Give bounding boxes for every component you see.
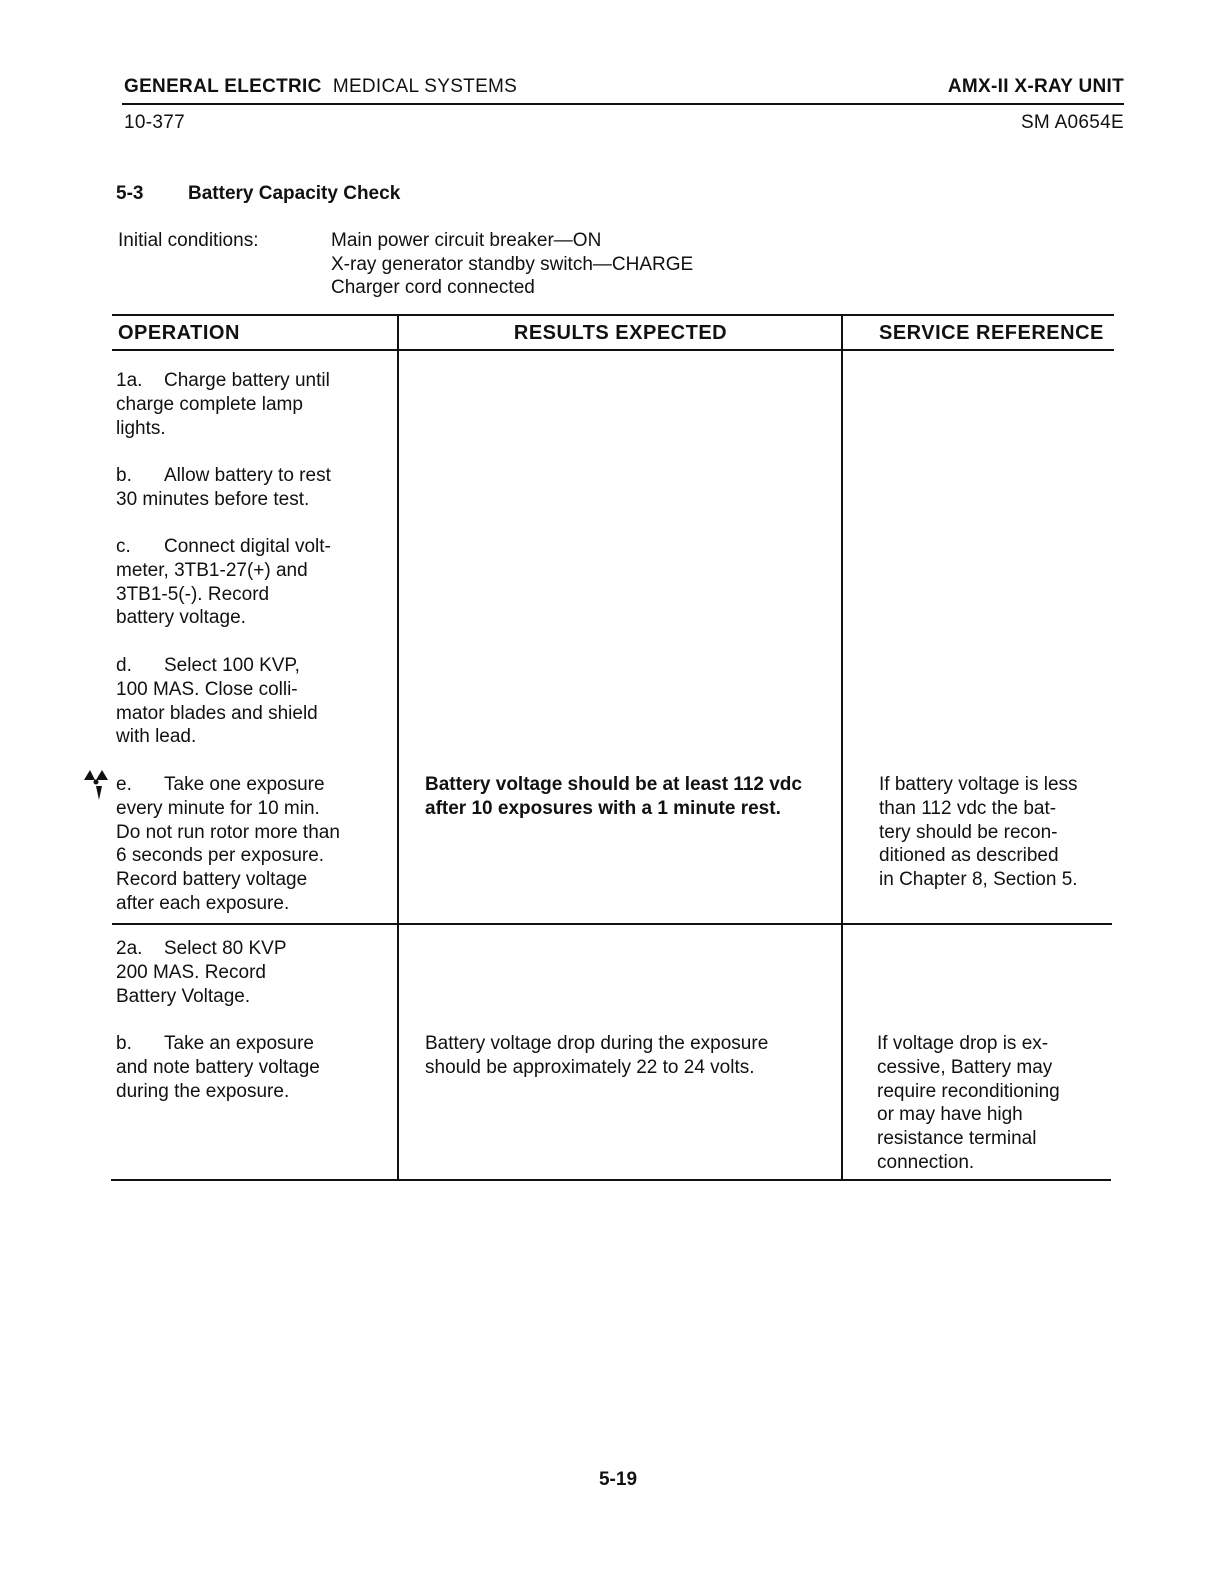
step-label: b. xyxy=(116,465,132,486)
initial-conditions-label: Initial conditions: xyxy=(118,230,259,251)
step-text: Take an exposure and note battery voltage during the exposure. xyxy=(116,1033,320,1102)
col-header-results: RESULTS EXPECTED xyxy=(513,322,728,344)
division-name: MEDICAL SYSTEMS xyxy=(332,76,518,97)
step-text: Connect digital volt- meter, 3TB1-27(+) and 3TB1-5(-). Record battery voltage. xyxy=(116,536,331,629)
col-header-reference: SERVICE REFERENCE xyxy=(879,322,1104,344)
page-header-left xyxy=(124,76,517,98)
section-number: 5-3 xyxy=(116,183,144,204)
manual-code: SM A0654E xyxy=(1020,112,1124,133)
table-header-rule xyxy=(112,349,1114,351)
product-name: AMX-II X-RAY UNIT xyxy=(947,76,1124,97)
step-label: b. xyxy=(116,1033,132,1054)
table-top-rule xyxy=(112,314,1114,316)
step-1a xyxy=(116,369,330,440)
table-bottom-rule xyxy=(111,1179,1111,1181)
step-text: Allow battery to rest 30 minutes before test. xyxy=(116,465,331,510)
initial-condition-2: X-ray generator standby switch—CHARGE xyxy=(331,254,694,275)
result-group1: Battery voltage should be at least 112 vdc after 10 exposures with a 1 minute rest. xyxy=(425,774,802,819)
step-1c xyxy=(116,535,331,630)
step-2a xyxy=(116,937,287,1008)
step-label: 1a. xyxy=(116,370,143,391)
step-1d xyxy=(116,654,318,749)
reference-group1: If battery voltage is less than 112 vdc the bat- tery should be recon- ditioned as described in Chapter 8, Section 5. xyxy=(879,774,1078,891)
initial-condition-1: Main power circuit breaker—ON xyxy=(331,230,602,251)
column-divider-2 xyxy=(841,315,843,1181)
column-divider-1 xyxy=(397,315,399,1181)
step-text: Select 100 KVP, 100 MAS. Close colli- mator blades and shield with lead. xyxy=(116,655,318,748)
result-group2: Battery voltage drop during the exposure should be approximately 22 to 24 volts. xyxy=(425,1033,769,1078)
step-1b xyxy=(116,464,331,512)
doc-code: 10-377 xyxy=(124,112,185,133)
step-text: Select 80 KVP 200 MAS. Record Battery Voltage. xyxy=(116,938,287,1007)
step-label: e. xyxy=(116,774,132,795)
step-2b xyxy=(116,1032,320,1103)
initial-condition-3: Charger cord connected xyxy=(331,277,535,298)
step-label: c. xyxy=(116,536,131,557)
step-text: Charge battery until charge complete lamp lights. xyxy=(116,370,330,439)
step-label: 2a. xyxy=(116,938,143,959)
company-name: GENERAL ELECTRIC xyxy=(124,76,322,97)
table-group-divider xyxy=(112,923,1112,925)
section-title: Battery Capacity Check xyxy=(188,183,401,204)
step-text: Take one exposure every minute for 10 min. Do not run rotor more than 6 seconds per exposure. Record battery voltage after each exposure. xyxy=(116,774,340,914)
header-rule xyxy=(122,103,1124,105)
step-label: d. xyxy=(116,655,132,676)
page-number: 5-19 xyxy=(598,1469,638,1490)
col-header-operation: OPERATION xyxy=(118,322,240,344)
reference-group2: If voltage drop is ex- cessive, Battery may require reconditioning or may have high resistance terminal connection. xyxy=(877,1033,1060,1173)
step-1e xyxy=(116,773,340,916)
